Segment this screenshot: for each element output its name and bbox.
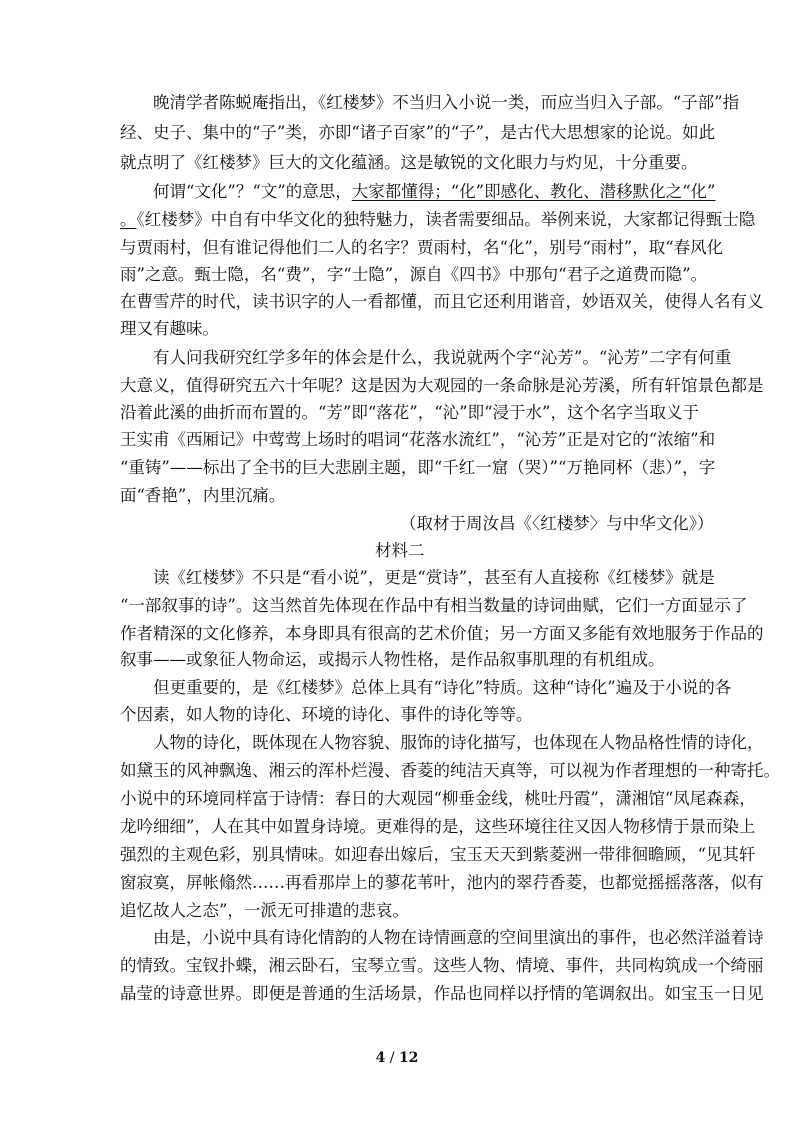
current-page: 4	[375, 1050, 386, 1066]
text-line: 强烈的主观色彩，别具情味。如迎春出嫁后，宝玉天天到紫菱洲一带徘徊瞻顾，“见其轩	[120, 845, 756, 864]
text-line: 读《红楼梦》不只是“看小说”，更是“赏诗”，甚至有人直接称《红楼梦》就是	[120, 568, 715, 587]
text-line: 叙事——或象征人物命运，或揭示人物性格，是作品叙事肌理的有机组成。	[120, 650, 665, 669]
text-line: 的情致。宝钗扑蝶，湘云卧石，宝琴立雪。这些人物、情境、事件，共同构筑成一个绮丽	[120, 956, 764, 975]
section-heading: 材料二	[375, 541, 425, 560]
text-line: 如黛玉的风神飘逸、湘云的浑朴烂漫、香菱的纯洁天真等，可以视为作者理想的一种寄托。	[120, 761, 780, 780]
text-line: 但更重要的，是《红楼梦》总体上具有“诗化”特质。这种“诗化”遍及于小说的各	[120, 678, 732, 697]
citation: （取材于周汝昌《〈红楼梦〉与中华文化》）	[400, 514, 714, 533]
text-line: 龙吟细细”，人在其中如置身诗境。更难得的是，这些环境往往又因人物移情于景而染上	[120, 817, 756, 836]
text-line: 面“香艳”，内里沉痛。	[120, 486, 286, 505]
text-line	[120, 208, 756, 232]
text-line: 作者精深的文化修养，本身即具有很高的艺术价值；另一方面又多能有效地服务于作品的	[120, 624, 764, 643]
total-pages: 12	[398, 1050, 419, 1066]
text-line-underlined	[120, 180, 716, 204]
text-line: 由是，小说中具有诗化情韵的人物在诗情画意的空间里演出的事件，也必然洋溢着诗	[120, 928, 764, 947]
text-line: 雨”之意。甄士隐，名“费”，字“士隐”，源自《四书》中那句“君子之道费而隐”。	[120, 265, 708, 284]
text-line: 人物的诗化，既体现在人物容貌、服饰的诗化描写，也体现在人物品格性情的诗化，	[120, 733, 764, 752]
text-segment: 何谓“文化”？“文”的意思，	[120, 182, 352, 201]
text-line: 晶莹的诗意世界。即便是普通的生活场景，作品也同样以抒情的笔调叙出。如宝玉一日见	[120, 984, 764, 1003]
text-line: 在曹雪芹的时代，读书识字的人一看都懂，而且它还利用谐音，妙语双关，使得人名有义	[120, 292, 764, 311]
text-line: “重铸”——标出了全书的巨大悲剧主题，即“千红一窟（哭）”“万艳同杯（悲）”，字	[120, 458, 716, 477]
text-line: 沿着此溪的曲折而布置的。“芳”即“落花”，“沁”即“浸于水”，这个名字当取义于	[120, 403, 699, 422]
page-separator: /	[389, 1050, 395, 1066]
text-line: 有人问我研究红学多年的体会是什么，我说就两个字“沁芳”。“沁芳”二字有何重	[120, 348, 732, 367]
text-line: 大意义，值得研究五六十年呢？这是因为大观园的一条命脉是沁芳溪，所有轩馆景色都是	[120, 376, 764, 395]
text-line: 就点明了《红楼梦》巨大的文化蕴涵。这是敏锐的文化眼力与灼见，十分重要。	[120, 153, 698, 172]
page-number	[0, 1050, 794, 1066]
text-line: 窗寂寞，屏帐翛然……再看那岸上的蓼花苇叶，池内的翠荇香菱，也都觉摇摇落落，似有	[120, 873, 764, 892]
underlined-text: 。	[120, 210, 137, 229]
text-segment: 《红楼梦》中自有中华文化的独特魅力，读者需要细品。举例来说，大家都记得甄士隐	[136, 210, 756, 229]
text-line: 个因素，如人物的诗化、环境的诗化、事件的诗化等等。	[120, 705, 533, 724]
text-line: 王实甫《西厢记》中莺莺上场时的唱词“花落水流红”，“沁芳”正是对它的“浓缩”和	[120, 430, 716, 449]
text-line: 晚清学者陈蜕庵指出，《红楼梦》不当归入小说一类，而应当归入子部。“子部”指	[120, 93, 740, 112]
underlined-text: 大家都懂得；“化”即感化、教化、潜移默化之“化”	[351, 182, 716, 201]
text-line: “一部叙事的诗”。这当然首先体现在作品中有相当数量的诗词曲赋，它们一方面显示了	[120, 596, 748, 615]
text-line: 理又有趣味。	[120, 319, 219, 338]
text-line: 小说中的环境同样富于诗情：春日的大观园“柳垂金线，桃吐丹霞”，潇湘馆“凤尾森森，	[120, 789, 756, 808]
text-line: 追忆故人之态”，一派无可排遣的悲哀。	[120, 901, 409, 920]
text-line: 经、史子、集中的“子”类，亦即“诸子百家”的“子”，是古代大思想家的论说。如此	[120, 123, 716, 142]
text-line: 与贾雨村，但有谁记得他们二人的名字？贾雨村，名“化”，别号“雨村”，取“春风化	[120, 238, 724, 257]
